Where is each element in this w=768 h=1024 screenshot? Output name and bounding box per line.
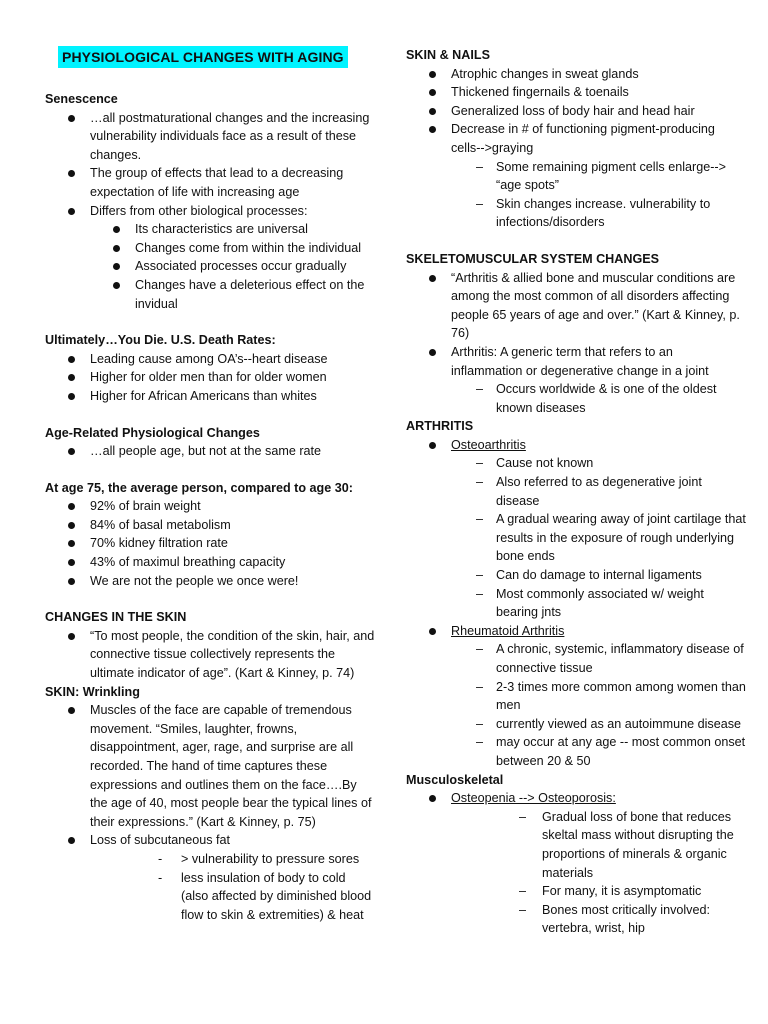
arthritis-heading: ARTHRITIS	[406, 419, 474, 434]
dash-icon: –	[519, 902, 527, 917]
list-item: …all postmaturational changes and the increasing vulnerability individuals face as a result of these changes.	[45, 109, 375, 165]
list-item: Higher for African Americans than whites	[45, 387, 375, 406]
bullet-icon	[68, 356, 75, 363]
list-item: Atrophic changes in sweat glands	[406, 65, 746, 84]
list-item: We are not the people we once were!	[45, 572, 375, 591]
bullet-icon	[68, 448, 75, 455]
dash-icon: –	[476, 735, 484, 750]
left-column	[45, 90, 375, 924]
list-item: Its characteristics are universal	[45, 220, 375, 239]
bullet-icon	[113, 282, 120, 289]
list-item: Higher for older men than for older women	[45, 368, 375, 387]
list-item: – Gradual loss of bone that reduces skeltal mass without disrupting the proportions of minerals & organic materials	[519, 809, 734, 880]
dash-icon: –	[476, 642, 484, 657]
list-item: 92% of brain weight	[45, 497, 375, 516]
list-item: - > vulnerability to pressure sores	[45, 850, 375, 869]
list-item: Osteoarthritis	[406, 436, 746, 455]
list-item: – For many, it is asymptomatic	[406, 882, 746, 901]
dash-icon: –	[476, 456, 484, 471]
page-title-wrap	[58, 46, 348, 68]
dash-icon: –	[476, 196, 484, 211]
bullet-icon	[429, 71, 436, 78]
dash-icon: –	[519, 809, 527, 824]
list-item: – Some remaining pigment cells enlarge--> “age spots”	[476, 159, 726, 193]
age-related-list	[45, 442, 375, 461]
bullet-icon	[68, 540, 75, 547]
bullet-icon	[68, 578, 75, 585]
skin-nails-heading: SKIN & NAILS	[406, 48, 490, 62]
skin-changes-heading: CHANGES IN THE SKIN	[45, 610, 187, 625]
arthritis-list	[406, 436, 746, 771]
bullet-icon	[429, 275, 436, 282]
bullet-icon	[68, 208, 75, 215]
bullet-icon	[429, 349, 436, 356]
list-item: Leading cause among OA’s--heart disease	[45, 350, 375, 369]
list-item: Differs from other biological processes:	[45, 202, 375, 221]
bullet-icon	[68, 115, 75, 122]
death-rates-list	[45, 350, 375, 406]
list-item: Generalized loss of body hair and head hair	[406, 102, 746, 121]
age75-heading: At age 75, the average person, compared to age 30:	[45, 480, 353, 495]
skeletal-list	[406, 269, 746, 418]
bullet-icon	[68, 393, 75, 400]
list-item: Associated processes occur gradually	[45, 257, 375, 276]
right-column	[406, 46, 746, 938]
list-item: “Arthritis & allied bone and muscular conditions are among the most common of all disorders affecting people 65 years of age and over.” (Kart & Kinney, p. 76)	[406, 269, 746, 343]
list-item: Decrease in # of functioning pigment-producing cells-->graying	[406, 120, 746, 157]
bullet-icon	[113, 226, 120, 233]
bullet-icon	[68, 707, 75, 714]
senescence-heading: Senescence	[45, 92, 118, 106]
dash-icon: –	[476, 159, 484, 174]
bullet-icon	[429, 795, 436, 802]
list-item: – A gradual wearing away of joint cartilage that results in the exposure of rough underlying bone ends	[476, 512, 746, 564]
bullet-icon	[68, 503, 75, 510]
list-item: Rheumatoid Arthritis	[406, 622, 746, 641]
skin-nails-list	[406, 65, 746, 232]
list-item: Arthritis: A generic term that refers to an inflammation or degenerative change in a joint	[406, 343, 746, 380]
bullet-icon	[68, 559, 75, 566]
bullet-icon	[68, 522, 75, 529]
list-item: Thickened fingernails & toenails	[406, 83, 746, 102]
bullet-icon	[68, 633, 75, 640]
wrinkling-list	[45, 701, 375, 924]
skin-changes-list	[45, 627, 375, 683]
list-item: – Can do damage to internal ligaments	[406, 566, 746, 585]
hyphen-icon: -	[158, 870, 163, 885]
dash-icon: –	[476, 679, 484, 694]
dash-icon: –	[476, 475, 484, 490]
list-item: – may occur at any age -- most common onset between 20 & 50	[476, 735, 746, 768]
dash-icon: –	[476, 568, 484, 583]
dash-icon: –	[476, 512, 484, 527]
bullet-icon	[429, 108, 436, 115]
dash-icon: –	[476, 586, 484, 601]
list-item: – Bones most critically involved: vertebra, wrist, hip	[519, 902, 710, 936]
list-item: – Skin changes increase. vulnerability to infections/disorders	[476, 196, 711, 230]
list-item: - less insulation of body to cold (also affected by diminished blood flow to skin & extremities) & heat	[158, 870, 372, 922]
wrinkling-heading: SKIN: Wrinkling	[45, 684, 140, 699]
page-title: PHYSIOLOGICAL CHANGES WITH AGING	[58, 46, 348, 68]
bullet-icon	[429, 126, 436, 133]
list-item: 43% of maximul breathing capacity	[45, 553, 375, 572]
dash-icon: –	[519, 884, 527, 899]
bullet-icon	[113, 263, 120, 270]
bullet-icon	[429, 628, 436, 635]
musculoskeletal-list	[406, 789, 746, 938]
hyphen-icon: -	[158, 851, 163, 866]
list-item: – A chronic, systemic, inflammatory disease of connective tissue	[476, 642, 744, 675]
list-item: – 2-3 times more common among women than men	[476, 679, 746, 713]
list-item: – Cause not known	[406, 454, 746, 473]
list-item: Loss of subcutaneous fat	[45, 831, 375, 850]
list-item: – currently viewed as an autoimmune disease	[406, 715, 746, 734]
dash-icon: –	[476, 382, 484, 397]
skeletal-heading: SKELETOMUSCULAR SYSTEM CHANGES	[406, 251, 660, 266]
musculoskeletal-heading: Musculoskeletal	[406, 772, 504, 787]
list-item: …all people age, but not at the same rate	[45, 442, 375, 461]
list-item: 84% of basal metabolism	[45, 516, 375, 535]
list-item: 70% kidney filtration rate	[45, 534, 375, 553]
list-item: Osteopenia --> Osteoporosis:	[406, 789, 746, 808]
bullet-icon	[113, 245, 120, 252]
age75-list	[45, 497, 375, 590]
senescence-list	[45, 109, 375, 314]
bullet-icon	[68, 374, 75, 381]
bullet-icon	[429, 442, 436, 449]
list-item: Muscles of the face are capable of tremendous movement. “Smiles, laughter, frowns, disappointment, ager, rage, and surprise are all recorded. The hand of time captures these expressions and outlines them on the face….By the age of 40, most people bear the typical lines of their expressions.” (Kart & Kinney, p. 75)	[45, 701, 375, 831]
death-rates-heading: Ultimately…You Die. U.S. Death Rates:	[45, 333, 276, 348]
age-related-heading: Age-Related Physiological Changes	[45, 425, 260, 440]
bullet-icon	[68, 837, 75, 844]
list-item: Changes have a deleterious effect on the invidual	[45, 276, 375, 313]
dash-icon: –	[476, 716, 484, 731]
bullet-icon	[68, 170, 75, 177]
list-item: – Most commonly associated w/ weight bearing jnts	[476, 586, 704, 620]
list-item: “To most people, the condition of the skin, hair, and connective tissue collectively represents the ultimate indicator of age”. (Kart & Kinney, p. 74)	[45, 627, 375, 683]
list-item: – Also referred to as degenerative joint disease	[476, 475, 702, 508]
bullet-icon	[429, 89, 436, 96]
list-item: The group of effects that lead to a decreasing expectation of life with increasing age	[45, 164, 375, 201]
list-item: – Occurs worldwide & is one of the oldest known diseases	[476, 382, 717, 415]
list-item: Changes come from within the individual	[45, 239, 375, 258]
